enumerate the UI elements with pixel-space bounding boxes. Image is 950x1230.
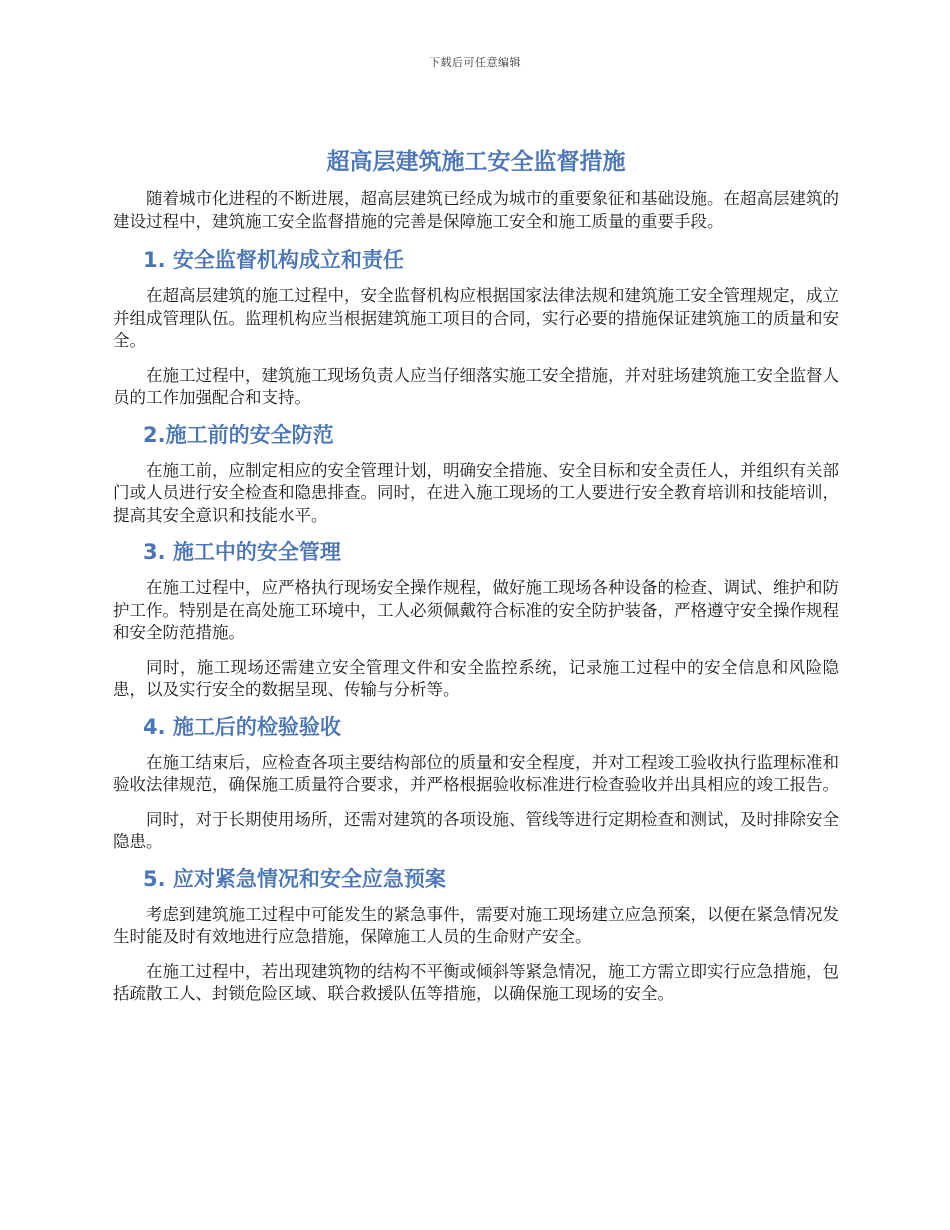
section-heading: 2.施工前的安全防范 [143,422,334,447]
section-3 [113,537,839,702]
document-title: 超高层建筑施工安全监督措施 [326,149,626,175]
section-paragraph: 在施工过程中，建筑施工现场负责人应当仔细落实施工安全措施，并对驻场建筑施工安全监督人员的工作加强配合和支持。 [113,365,839,407]
section-paragraph: 考虑到建筑施工过程中可能发生的紧急事件，需要对施工现场建立应急预案，以便在紧急情况发生时能及时有效地进行应急措施，保障施工人员的生命财产安全。 [113,904,839,946]
section-paragraph: 同时，对于长期使用场所，还需对建筑的各项设施、管线等进行定期检查和测试，及时排除安全隐患。 [113,809,839,851]
section-heading: 5. 应对紧急情况和安全应急预案 [143,866,446,891]
section-heading: 4. 施工后的检验验收 [143,714,341,739]
section-paragraph: 在施工过程中，若出现建筑物的结构不平衡或倾斜等紧急情况，施工方需立即实行应急措施，包括疏散工人、封锁危险区域、联合救援队伍等措施，以确保施工现场的安全。 [113,961,839,1003]
page-header-note: 下载后可任意编辑 [429,56,521,69]
section-paragraph: 在施工结束后，应检查各项主要结构部位的质量和安全程度，并对工程竣工验收执行监理标准和验收法律规范，确保施工质量符合要求，并严格根据验收标准进行检查验收并出具相应的竣工报告。 [113,752,839,794]
section-paragraph: 在施工前，应制定相应的安全管理计划，明确安全措施、安全目标和安全责任人，并组织有关部门或人员进行安全检查和隐患排查。同时，在进入施工现场的工人要进行安全教育培训和技能培训，提高其安全意识和技能水平。 [113,460,839,525]
section-paragraph: 在超高层建筑的施工过程中，安全监督机构应根据国家法律法规和建筑施工安全管理规定，成立并组成管理队伍。监理机构应当根据建筑施工项目的合同，实行必要的措施保证建筑施工的质量和安全。 [113,286,839,350]
section-paragraph: 在施工过程中，应严格执行现场安全操作规程，做好施工现场各种设备的检查、调试、维护和防护工作。特别是在高处施工环境中，工人必须佩戴符合标准的安全防护装备，严格遵守安全操作规程和安全防范措施。 [113,578,839,642]
document-body [113,146,839,1016]
section-heading: 1. 安全监督机构成立和责任 [143,248,404,272]
intro-paragraph: 随着城市化进程的不断进展，超高层建筑已经成为城市的重要象征和基础设施。在超高层建筑的建设过程中，建筑施工安全监督措施的完善是保障施工安全和施工质量的重要手段。 [113,189,839,231]
section-2 [113,420,839,528]
section-heading: 3. 施工中的安全管理 [143,540,341,564]
section-5 [113,864,839,1006]
section-4 [113,712,839,854]
section-1 [113,245,839,410]
section-paragraph: 同时，施工现场还需建立安全管理文件和安全监控系统，记录施工过程中的安全信息和风险隐患，以及实行安全的数据呈现、传输与分析等。 [113,657,839,699]
